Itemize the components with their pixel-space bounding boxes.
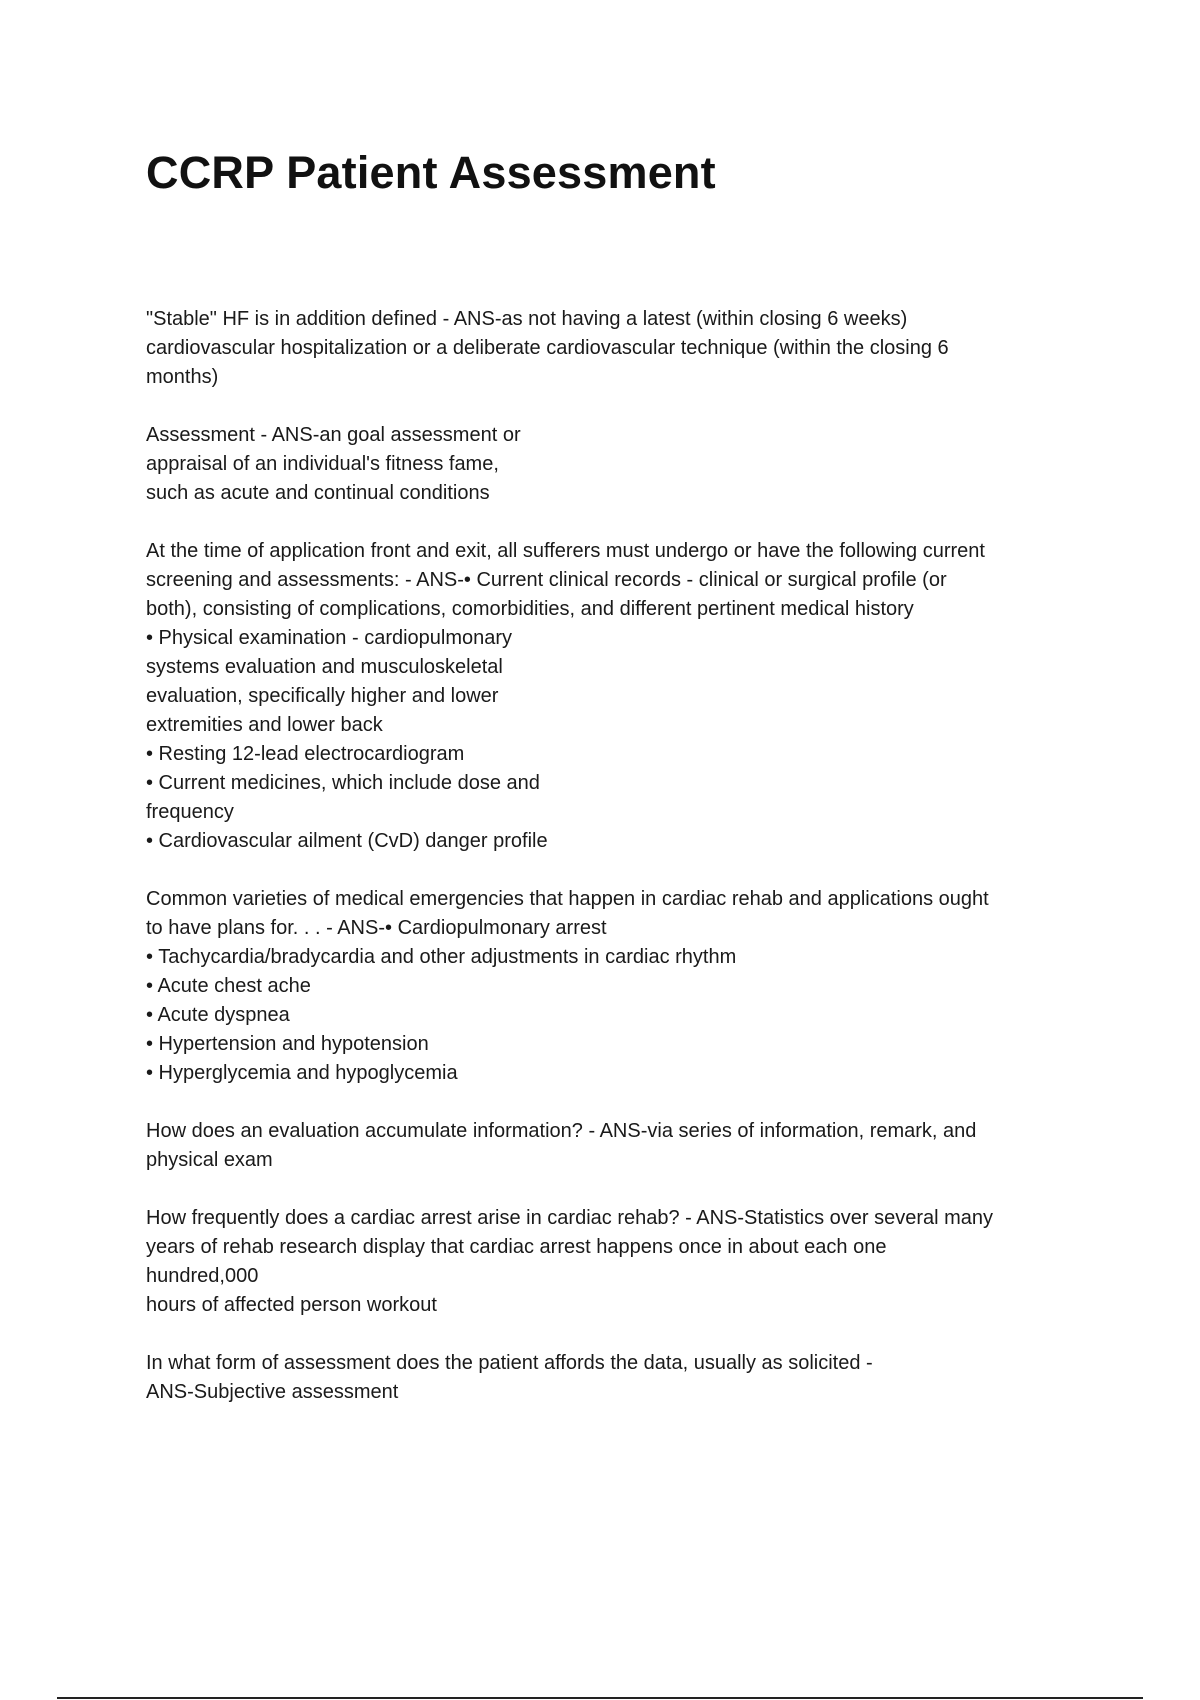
text-line: systems evaluation and musculoskeletal — [146, 656, 503, 678]
qa-item-assessment — [146, 421, 1106, 508]
text-line: years of rehab research display that cardiac arrest happens once in about each one — [146, 1236, 887, 1258]
text-line: frequency — [146, 801, 234, 823]
page-title: CCRP Patient Assessment — [146, 147, 716, 198]
text-line: How does an evaluation accumulate information? - ANS-via series of information, remark, and — [146, 1120, 977, 1142]
text-line: How frequently does a cardiac arrest arise in cardiac rehab? - ANS-Statistics over several many — [146, 1207, 994, 1229]
text-line: Assessment - ANS-an goal assessment or — [146, 424, 521, 446]
text-line: hundred,000 — [146, 1265, 259, 1287]
qa-item-emergencies — [146, 885, 1106, 1088]
bullet-line: • Acute chest ache — [146, 975, 311, 997]
bullet-line: • Resting 12-lead electrocardiogram — [146, 743, 465, 765]
text-line: extremities and lower back — [146, 714, 383, 736]
bullet-line: • Tachycardia/bradycardia and other adjustments in cardiac rhythm — [146, 946, 737, 968]
text-line: "Stable" HF is in addition defined - ANS-as not having a latest (within closing 6 weeks) — [146, 308, 908, 330]
text-line: physical exam — [146, 1149, 273, 1171]
footer-divider — [57, 1697, 1143, 1699]
text-line: both), consisting of complications, comorbidities, and different pertinent medical history — [146, 598, 914, 620]
qa-item-cardiac-arrest — [146, 1204, 1106, 1320]
text-line: screening and assessments: - ANS-• Current clinical records - clinical or surgical profile (or — [146, 569, 947, 591]
text-line: such as acute and continual conditions — [146, 482, 490, 504]
bullet-line: • Physical examination - cardiopulmonary — [146, 627, 513, 649]
text-line: evaluation, specifically higher and lower — [146, 685, 499, 707]
document-body — [146, 305, 1106, 1436]
text-line: ANS-Subjective assessment — [146, 1381, 399, 1403]
text-line: cardiovascular hospitalization or a deliberate cardiovascular technique (within the closing 6 — [146, 337, 949, 359]
bullet-line: • Hyperglycemia and hypoglycemia — [146, 1062, 458, 1084]
text-line: At the time of application front and exit, all sufferers must undergo or have the following current — [146, 540, 985, 562]
qa-item-subjective — [146, 1349, 1106, 1407]
qa-item-evaluation — [146, 1117, 1106, 1175]
text-line: hours of affected person workout — [146, 1294, 437, 1316]
text-line: months) — [146, 366, 219, 388]
bullet-line: • Acute dyspnea — [146, 1004, 290, 1026]
bullet-line: • Current medicines, which include dose and — [146, 772, 540, 794]
text-line: In what form of assessment does the patient affords the data, usually as solicited - — [146, 1352, 873, 1374]
qa-item-screening — [146, 537, 1106, 856]
text-line: appraisal of an individual's fitness fame, — [146, 453, 499, 475]
qa-item-stable-hf — [146, 305, 1106, 392]
text-line: to have plans for. . . - ANS-• Cardiopulmonary arrest — [146, 917, 607, 939]
text-line: Common varieties of medical emergencies that happen in cardiac rehab and applications ought — [146, 888, 989, 910]
bullet-line: • Hypertension and hypotension — [146, 1033, 429, 1055]
bullet-line: • Cardiovascular ailment (CvD) danger profile — [146, 830, 548, 852]
